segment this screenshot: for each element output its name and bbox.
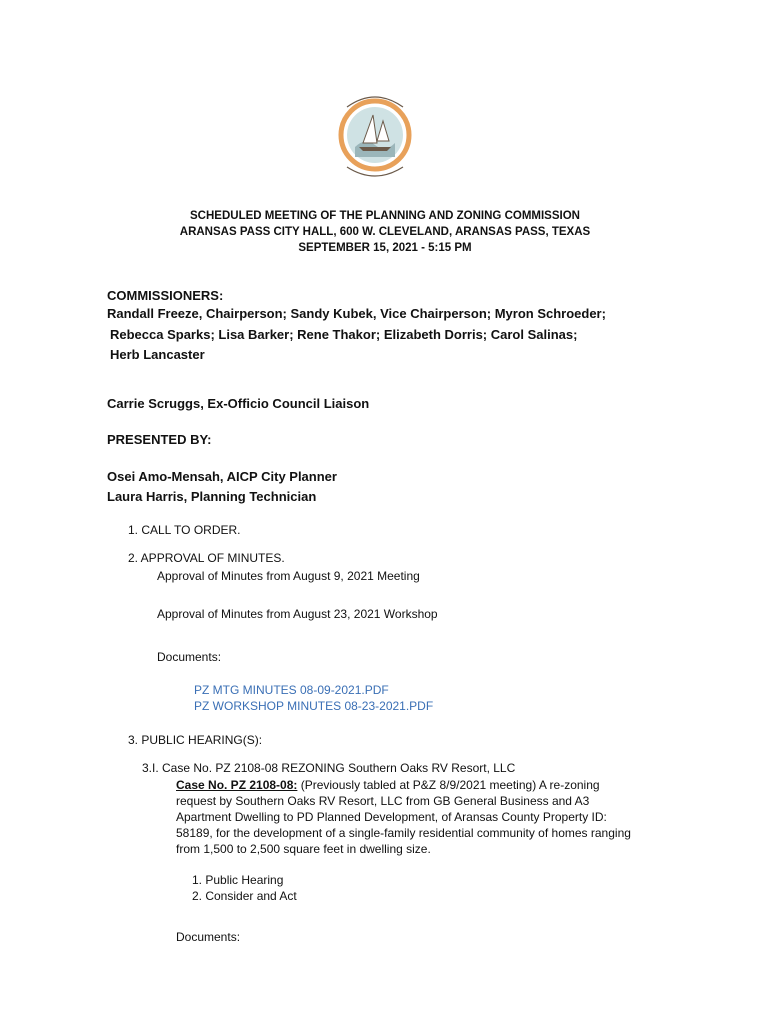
case-label: Case No. PZ 2108-08: bbox=[176, 778, 298, 792]
case-description bbox=[176, 777, 676, 857]
documents-label-2: Documents: bbox=[176, 930, 241, 944]
documents-label: Documents: bbox=[157, 650, 222, 664]
case-line-2: request by Southern Oaks RV Resort, LLC from GB General Business and A3 bbox=[176, 794, 590, 808]
agenda-item-2: 2. APPROVAL OF MINUTES. bbox=[128, 551, 285, 565]
sub-item-1: 1. Public Hearing bbox=[192, 873, 284, 887]
meeting-title: SCHEDULED MEETING OF THE PLANNING AND ZONING COMMISSION bbox=[190, 210, 580, 222]
council-liaison: Carrie Scruggs, Ex-Officio Council Liaison bbox=[107, 396, 370, 411]
presenter-2: Laura Harris, Planning Technician bbox=[107, 489, 317, 504]
city-logo bbox=[333, 85, 417, 191]
commissioners-line-2: Rebecca Sparks; Lisa Barker; Rene Thakor; Elizabeth Dorris; Carol Salinas; bbox=[110, 327, 578, 342]
doc-link-mtg-minutes[interactable]: PZ MTG MINUTES 08-09-2021.PDF bbox=[194, 683, 389, 697]
meeting-date: SEPTEMBER 15, 2021 - 5:15 PM bbox=[298, 242, 472, 254]
case-line-4: 58189, for the development of a single-family residential community of homes ranging bbox=[176, 826, 631, 840]
presented-by-heading: PRESENTED BY: bbox=[107, 432, 212, 447]
presenter-1: Osei Amo-Mensah, AICP City Planner bbox=[107, 469, 337, 484]
minutes-meeting: Approval of Minutes from August 9, 2021 Meeting bbox=[157, 569, 420, 583]
case-line-1: (Previously tabled at P&Z 8/9/2021 meeting) A re-zoning bbox=[297, 778, 600, 792]
minutes-workshop: Approval of Minutes from August 23, 2021 Workshop bbox=[157, 607, 438, 621]
meeting-location: ARANSAS PASS CITY HALL, 600 W. CLEVELAND, ARANSAS PASS, TEXAS bbox=[179, 226, 591, 238]
sub-item-2: 2. Consider and Act bbox=[192, 889, 297, 903]
agenda-item-3: 3. PUBLIC HEARING(S): bbox=[128, 733, 263, 747]
doc-link-workshop-minutes[interactable]: PZ WORKSHOP MINUTES 08-23-2021.PDF bbox=[194, 699, 434, 713]
case-title: 3.I. Case No. PZ 2108-08 REZONING Southern Oaks RV Resort, LLC bbox=[142, 761, 516, 775]
commissioners-line-3: Herb Lancaster bbox=[110, 347, 205, 362]
commissioners-line-1: Randall Freeze, Chairperson; Sandy Kubek, Vice Chairperson; Myron Schroeder; bbox=[107, 306, 606, 321]
commissioners-heading: COMMISSIONERS: bbox=[107, 288, 224, 303]
agenda-item-1: 1. CALL TO ORDER. bbox=[128, 523, 241, 537]
case-line-3: Apartment Dwelling to PD Planned Development, of Aransas County Property ID: bbox=[176, 810, 607, 824]
case-line-5: from 1,500 to 2,500 square feet in dwelling size. bbox=[176, 842, 431, 856]
